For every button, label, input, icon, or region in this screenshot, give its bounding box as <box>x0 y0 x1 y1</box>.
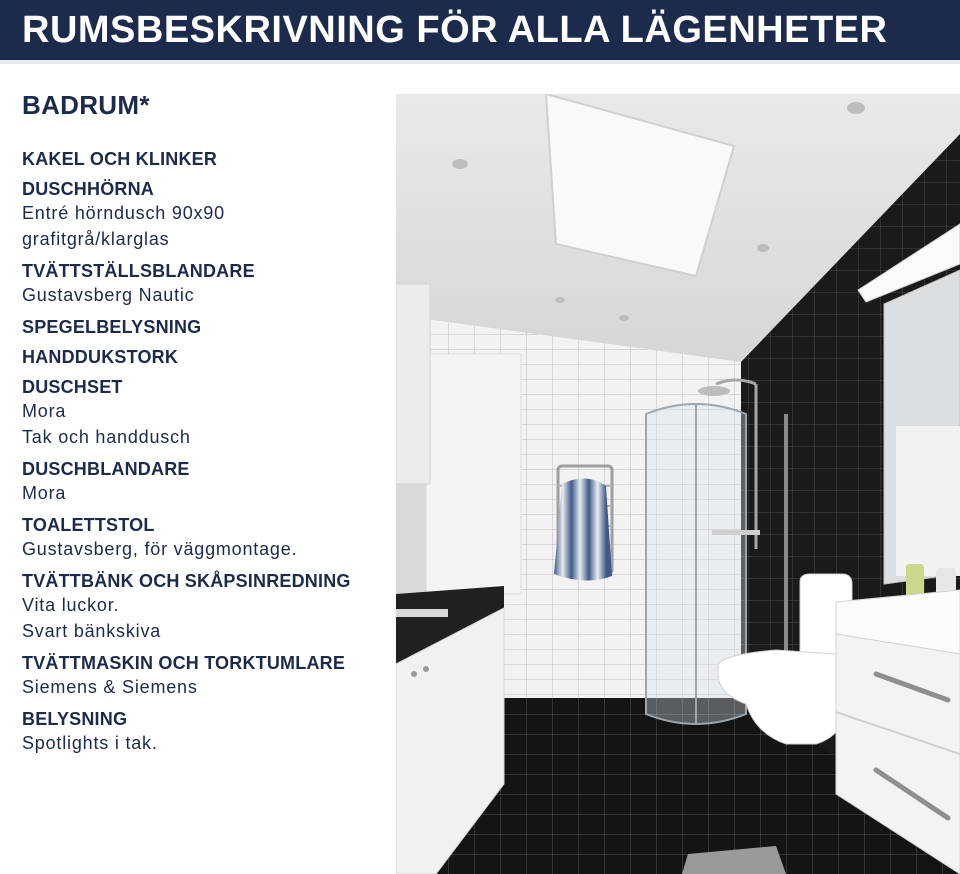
sink-basin <box>396 609 448 617</box>
spec-detail: grafitgrå/klarglas <box>22 229 170 249</box>
header-band <box>0 0 960 60</box>
spec-item-spegelbelysning <box>22 316 392 338</box>
spec-item-handdukstork <box>22 346 392 368</box>
mirror-reflection <box>896 426 960 576</box>
spec-heading: TOALETTSTOL <box>22 515 155 535</box>
spotlight-icon <box>555 297 565 303</box>
spec-detail: Mora <box>22 483 67 503</box>
bathroom-photo <box>396 94 960 874</box>
spec-item-tvattmaskin <box>22 652 392 700</box>
spec-item-belysning <box>22 708 392 756</box>
spec-item-duschhorna <box>22 178 392 252</box>
spec-heading: SPEGELBELYSNING <box>22 317 202 337</box>
spec-heading: TVÄTTBÄNK OCH SKÅPSINREDNING <box>22 571 351 591</box>
spec-heading: TVÄTTMASKIN OCH TORKTUMLARE <box>22 653 346 673</box>
spotlight-icon <box>847 102 865 114</box>
spec-detail: Entré hörndusch 90x90 <box>22 203 225 223</box>
shower-head-icon <box>698 386 730 396</box>
soap-bottle <box>906 564 924 598</box>
page-title: RUMSBESKRIVNING FÖR ALLA LÄGENHETER <box>22 9 888 51</box>
striped-towel <box>554 478 612 580</box>
spotlight-icon <box>619 315 629 321</box>
spec-detail: Tak och handdusch <box>22 427 191 447</box>
spec-heading: DUSCHHÖRNA <box>22 179 154 199</box>
spec-detail: Mora <box>22 401 67 421</box>
upper-cabinet <box>396 284 430 484</box>
spec-heading: HANDDUKSTORK <box>22 347 179 367</box>
spec-list <box>22 148 392 764</box>
spec-heading: TVÄTTSTÄLLSBLANDARE <box>22 261 255 281</box>
spec-detail: Siemens & Siemens <box>22 677 198 697</box>
spec-heading: DUSCHSET <box>22 377 123 397</box>
tall-cabinet <box>426 354 521 594</box>
spec-item-kakel <box>22 148 392 170</box>
washer-knob-icon <box>423 666 429 672</box>
spec-detail: Spotlights i tak. <box>22 733 158 753</box>
washer-knob-icon <box>411 671 417 677</box>
header-divider <box>0 60 960 64</box>
spec-item-toalettstol <box>22 514 392 562</box>
spec-detail: Gustavsberg Nautic <box>22 285 195 305</box>
bathroom-illustration <box>396 94 960 874</box>
spec-detail: Svart bänkskiva <box>22 621 162 641</box>
spec-heading: BELYSNING <box>22 709 128 729</box>
spotlight-icon <box>757 244 769 252</box>
spec-item-duschblandare <box>22 458 392 506</box>
shower-shelf <box>712 530 760 535</box>
spotlight-icon <box>452 159 468 169</box>
spec-heading: DUSCHBLANDARE <box>22 459 190 479</box>
spec-item-tvattstallsblandare <box>22 260 392 308</box>
spec-item-duschset <box>22 376 392 450</box>
section-title: BADRUM* <box>22 90 150 120</box>
spec-detail: Vita luckor. <box>22 595 120 615</box>
spec-heading: KAKEL OCH KLINKER <box>22 149 218 169</box>
spec-detail: Gustavsberg, för väggmontage. <box>22 539 298 559</box>
spec-item-tvattbank <box>22 570 392 644</box>
